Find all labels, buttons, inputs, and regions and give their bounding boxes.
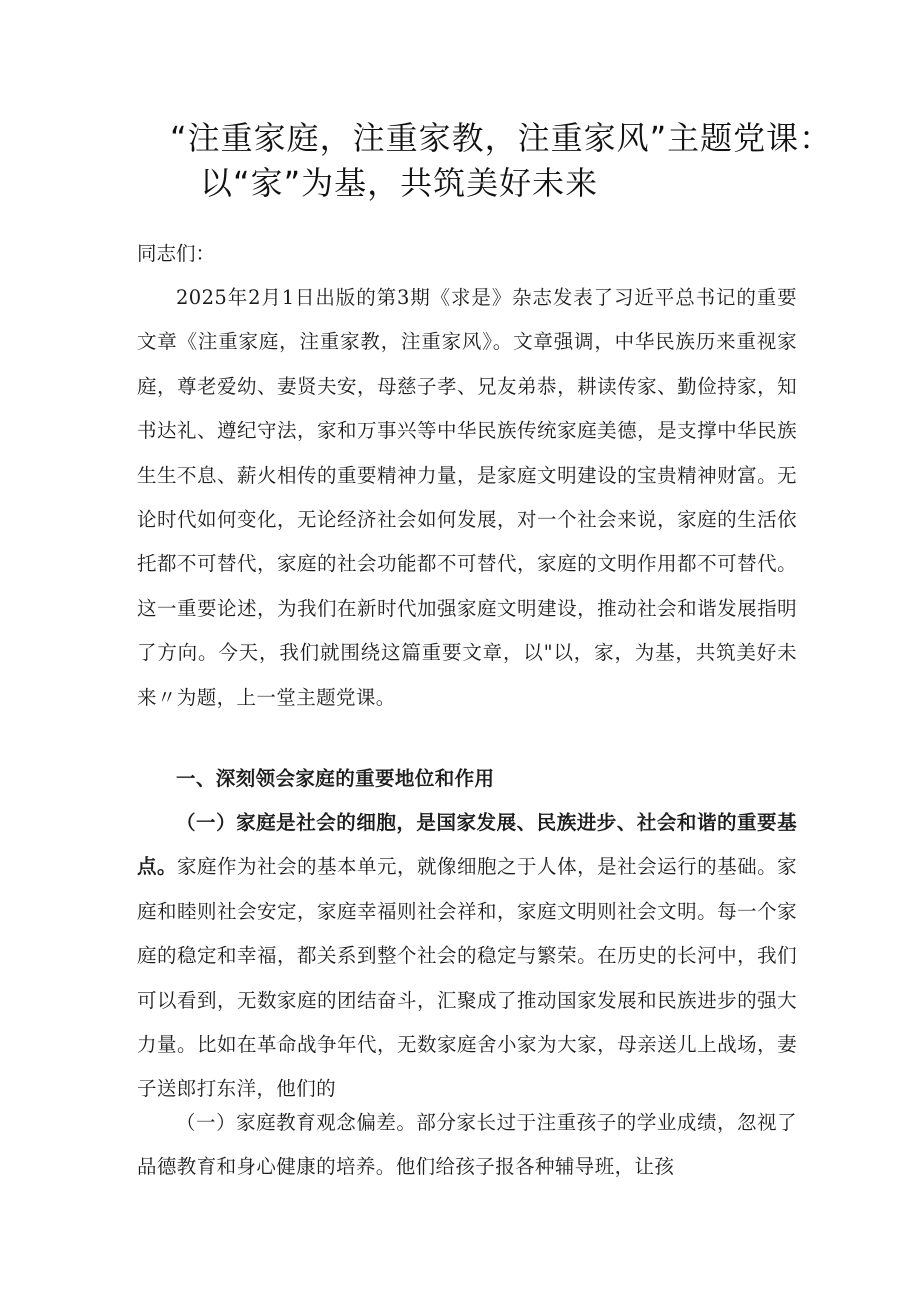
paragraph-lead-bold: （一）家庭是社会的细胞，是国家发展、民族进步、社会和谐的重要基点。 — [137, 811, 797, 879]
paragraph-body: 家庭作为社会的基本单元，就像细胞之于人体，是社会运行的基础。家庭和睦则社会安定，家庭幸福则社会祥和，家庭文明则社会文明。每一个家庭的稳定和幸福，都关系到整个社会的稳定与繁荣。在历史的长河中，我们可以看到，无数家庭的团结奋斗，汇聚成了推动国家发展和民族进步的强大力量。比如在革命战争年代，无数家庭舍小家为大家，母亲送儿上战场，妻子送郎打东洋，他们的 — [137, 855, 797, 1101]
salutation: 同志们： — [137, 242, 216, 265]
section-heading: 一、深刻领会家庭的重要地位和作用 — [176, 767, 495, 790]
document-title-line-1: “注重家庭，注重家教，注重家风”主题党课： — [170, 119, 833, 157]
intro-paragraph: 2025年2月1日出版的第3期《求是》杂志发表了习近平总书记的重要文章《注重家庭，注重家教，注重家风》。文章强调，中华民族历来重视家庭，尊老爱幼、妻贤夫安，母慈子孝、兄友弟恭，耕读传家、勤俭持家，知书达礼、遵纪守法，家和万事兴等中华民族传统家庭美德，是支撑中华民族生生不息、薪火相传的重要精神力量，是家庭文明建设的宝贵精神财富。无论时代如何变化，无论经济社会如何发展，对一个社会来说，家庭的生活依托都不可替代，家庭的社会功能都不可替代，家庭的文明作用都不可替代。这一重要论述，为我们在新时代加强家庭文明建设，推动社会和谐发展指明了方向。今天，我们就围绕这篇重要文章，以"以，家，为基，共筑美好未来〃为题，上一堂主题党课。 — [137, 286, 797, 709]
document-title-line-2: 以“家”为基，共筑美好未来 — [200, 164, 599, 202]
problem-paragraph: （一）家庭教育观念偏差。部分家长过于注重孩子的学业成绩，忽视了品德教育和身心健康的培养。他们给孩子报各种辅导班，让孩 — [137, 1111, 797, 1179]
section-paragraph — [137, 801, 797, 1112]
